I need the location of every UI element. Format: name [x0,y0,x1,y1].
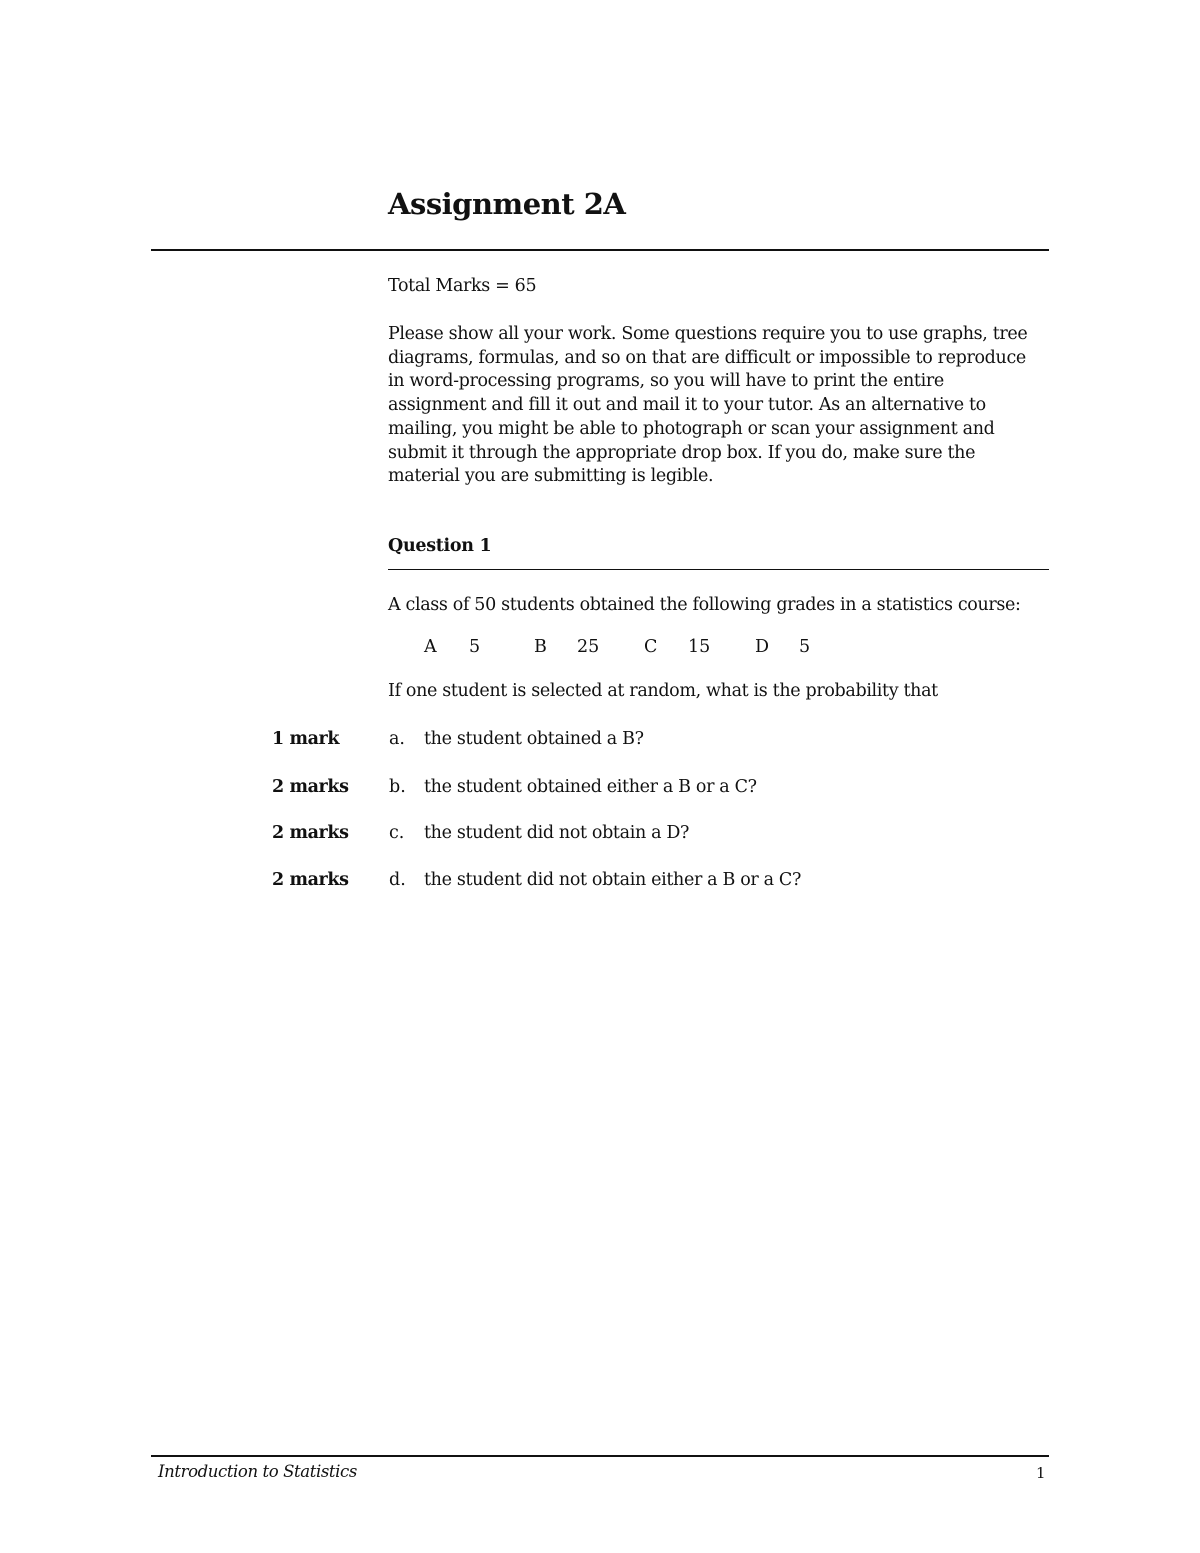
title-rule [151,249,1049,251]
footer-rule [151,1455,1049,1457]
instructions-line: Please show all your work. Some questions require you to use graphs, tree [388,324,1028,344]
instructions-line: mailing, you might be able to photograph or scan your assignment and [388,418,995,439]
grade-label: D [755,637,770,657]
marks-label: 2 marks [272,870,349,890]
footer-course-title: Introduction to Statistics [158,1462,357,1481]
grade-count: 5 [799,637,811,657]
total-marks: Total Marks = 65 [388,276,537,296]
grade-count: 5 [469,637,481,657]
instructions-paragraph [388,323,1048,489]
instructions-line: material you are submitting is legible. [388,466,714,487]
marks-label: 2 marks [272,823,349,843]
instructions-line: diagrams, formulas, and so on that are difficult or impossible to reproduce [388,347,1026,368]
grade-count: 25 [577,637,600,657]
instructions-line: submit it through the appropriate drop box. If you do, make sure the [388,442,976,463]
grade-label: C [644,637,658,657]
item-letter: c. [389,823,405,843]
question-rule [388,569,1049,570]
marks-label: 2 marks [272,777,349,797]
question-prompt: If one student is selected at random, what is the probability that [388,681,938,701]
page-title: Assignment 2A [388,187,626,221]
grade-label: A [424,637,437,657]
marks-label: 1 mark [272,729,340,749]
page-number: 1 [1036,1464,1046,1482]
instructions-line: in word-processing programs, so you will have to print the entire [388,371,944,392]
grade-label: B [534,637,547,657]
question-item: the student obtained a B? [424,729,644,749]
item-letter: b. [389,777,406,797]
question-heading: Question 1 [388,536,492,556]
instructions-line: assignment and fill it out and mail it to your tutor. As an alternative to [388,395,986,416]
item-letter: a. [389,729,405,749]
question-item: the student did not obtain either a B or a C? [424,870,801,890]
grade-count: 15 [688,637,711,657]
item-letter: d. [389,870,406,890]
question-item: the student did not obtain a D? [424,823,690,843]
question-item: the student obtained either a B or a C? [424,777,757,797]
question-stem: A class of 50 students obtained the following grades in a statistics course: [388,595,1021,615]
